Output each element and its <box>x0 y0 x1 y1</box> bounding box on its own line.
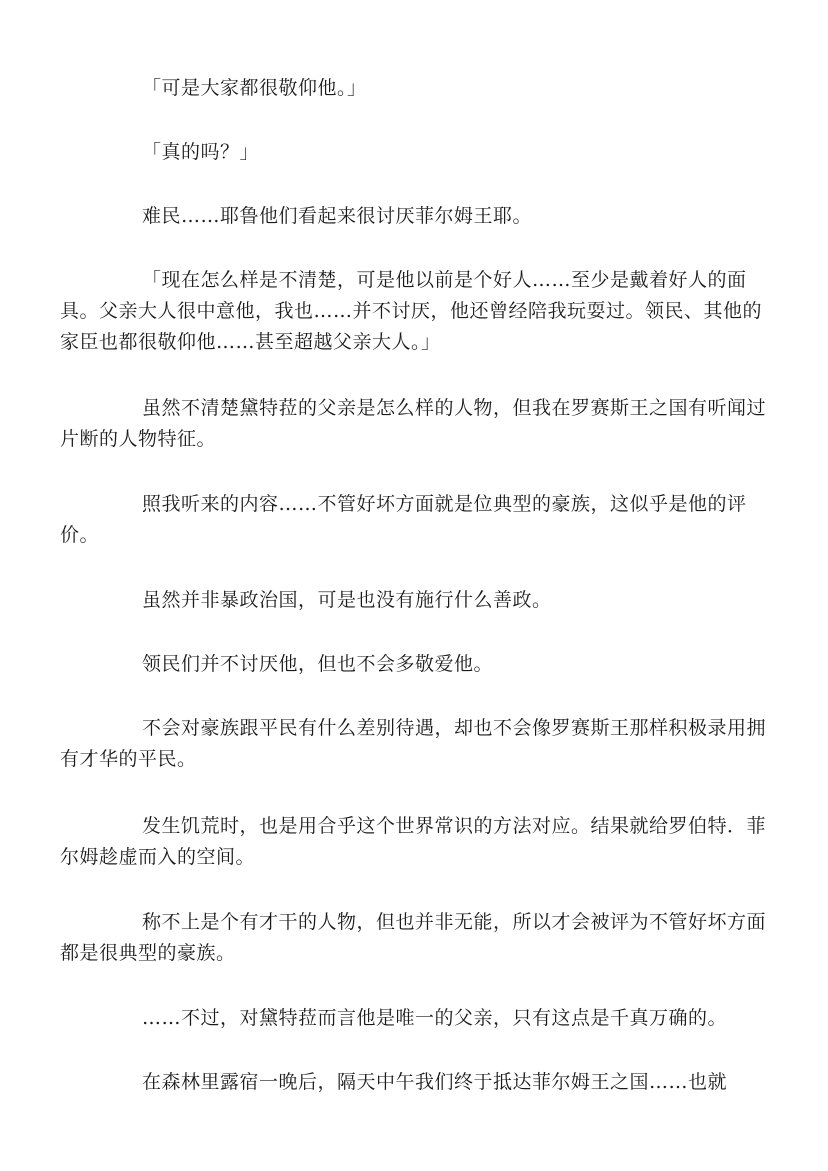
paragraph-11: 称不上是个有才干的人物，但也并非无能，所以才会被评为不管好坏方面都是很典型的豪族。 <box>60 911 767 964</box>
paragraph-3: 难民……耶鲁他们看起来很讨厌菲尔姆王耶。 <box>142 205 533 227</box>
paragraph-12: ……不过，对黛特菈而言他是唯一的父亲，只有这点是千真万确的。 <box>142 1007 728 1029</box>
paragraph-8: 领民们并不讨厌他，但也不会多敬爱他。 <box>142 653 494 675</box>
paragraph-1: 「可是大家都很敬仰他。」 <box>142 77 367 99</box>
paragraph-6: 照我听来的内容……不管好坏方面就是位典型的豪族，这似乎是他的评价。 <box>60 493 747 546</box>
paragraph-7: 虽然并非暴政治国，可是也没有施行什么善政。 <box>142 589 552 611</box>
paragraph-4: 「现在怎么样是不清楚，可是他以前是个好人……至少是戴着好人的面具。父亲大人很中意他，我也……并不讨厌，他还曾经陪我玩耍过。领民、其他的家臣也都很敬仰他……甚至超越父亲大人。」 <box>60 269 763 353</box>
paragraph-13: 在森林里露宿一晚后，隔天中午我们终于抵达菲尔姆王之国……也就 <box>142 1071 728 1093</box>
paragraph-9: 不会对豪族跟平民有什么差别待遇，却也不会像罗赛斯王那样积极录用拥有才华的平民。 <box>60 717 767 770</box>
paragraph-2: 「真的吗？」 <box>142 141 260 163</box>
paragraph-5: 虽然不清楚黛特菈的父亲是怎么样的人物，但我在罗赛斯王之国有听闻过片断的人物特征。 <box>60 397 767 450</box>
paragraph-10: 发生饥荒时，也是用合乎这个世界常识的方法对应。结果就给罗伯特．菲尔姆趁虚而入的空间。 <box>60 815 767 868</box>
